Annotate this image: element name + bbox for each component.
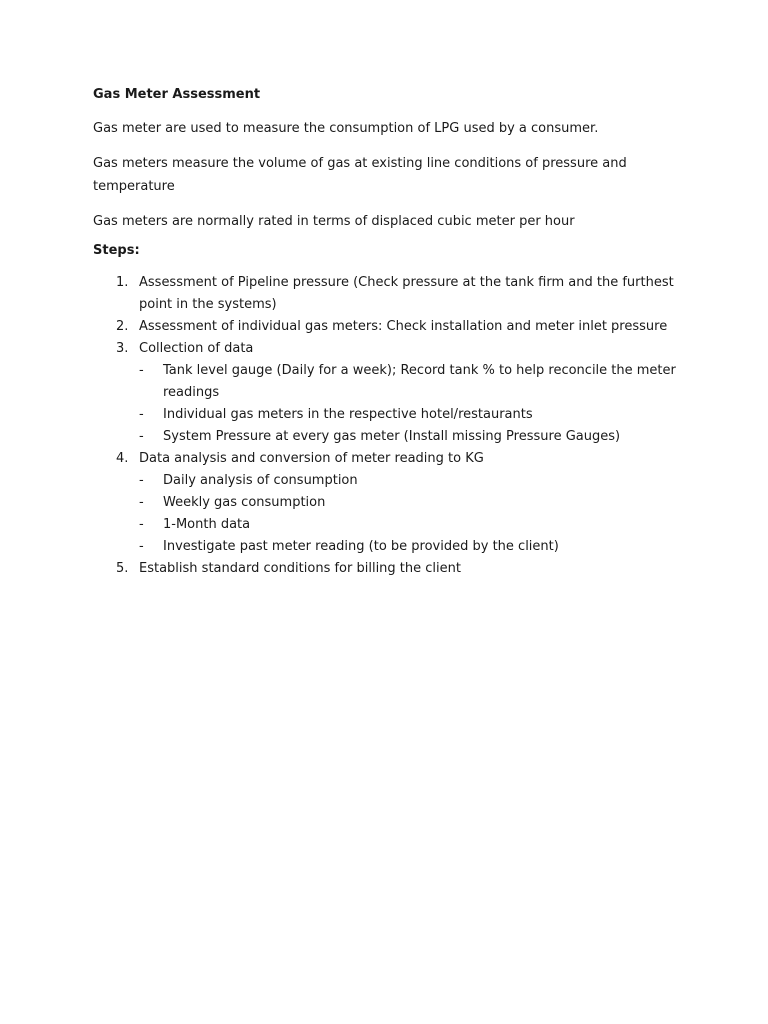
step-item-3 [93,338,693,448]
document-title: Gas Meter Assessment [93,87,261,102]
paragraph-2: Gas meters measure the volume of gas at existing line conditions of pressure and temperature [93,156,627,194]
paragraph-1: Gas meter are used to measure the consumption of LPG used by a consumer. [93,121,599,136]
steps-heading: Steps: [93,243,140,258]
sub-list [139,360,693,448]
sub-item-text: Daily analysis of consumption [163,473,358,488]
sub-item [139,404,693,426]
step-text: Assessment of individual gas meters: Check installation and meter inlet pressure [139,319,668,334]
sub-item-text: 1-Month data [163,517,251,532]
step-number: 1. [116,275,129,290]
step-text: Data analysis and conversion of meter reading to KG [139,451,484,466]
step-number: 5. [116,561,129,576]
dash-marker: - [139,429,144,444]
sub-list [139,470,693,558]
sub-item [139,360,693,404]
sub-item [139,514,693,536]
step-item-1 [93,272,693,316]
sub-item-text: Weekly gas consumption [163,495,326,510]
document-page [93,86,693,580]
dash-marker: - [139,473,144,488]
step-number: 4. [116,451,129,466]
sub-item-text: System Pressure at every gas meter (Install missing Pressure Gauges) [163,429,621,444]
dash-marker: - [139,407,144,422]
step-number: 3. [116,341,129,356]
steps-list [93,272,693,580]
step-text: Establish standard conditions for billing the client [139,561,461,576]
sub-item-text: Tank level gauge (Daily for a week); Record tank % to help reconcile the meter readings [163,363,676,400]
dash-marker: - [139,495,144,510]
step-text: Collection of data [139,341,254,356]
dash-marker: - [139,517,144,532]
sub-item-text: Investigate past meter reading (to be provided by the client) [163,539,559,554]
step-item-5 [93,558,693,580]
step-number: 2. [116,319,129,334]
sub-item [139,492,693,514]
sub-item [139,426,693,448]
step-text: Assessment of Pipeline pressure (Check pressure at the tank firm and the furthest point in the systems) [139,275,674,312]
step-item-4 [93,448,693,558]
sub-item [139,536,693,558]
step-item-2 [93,316,693,338]
sub-item [139,470,693,492]
sub-item-text: Individual gas meters in the respective hotel/restaurants [163,407,533,422]
dash-marker: - [139,363,144,378]
dash-marker: - [139,539,144,554]
paragraph-3: Gas meters are normally rated in terms of displaced cubic meter per hour [93,214,575,229]
